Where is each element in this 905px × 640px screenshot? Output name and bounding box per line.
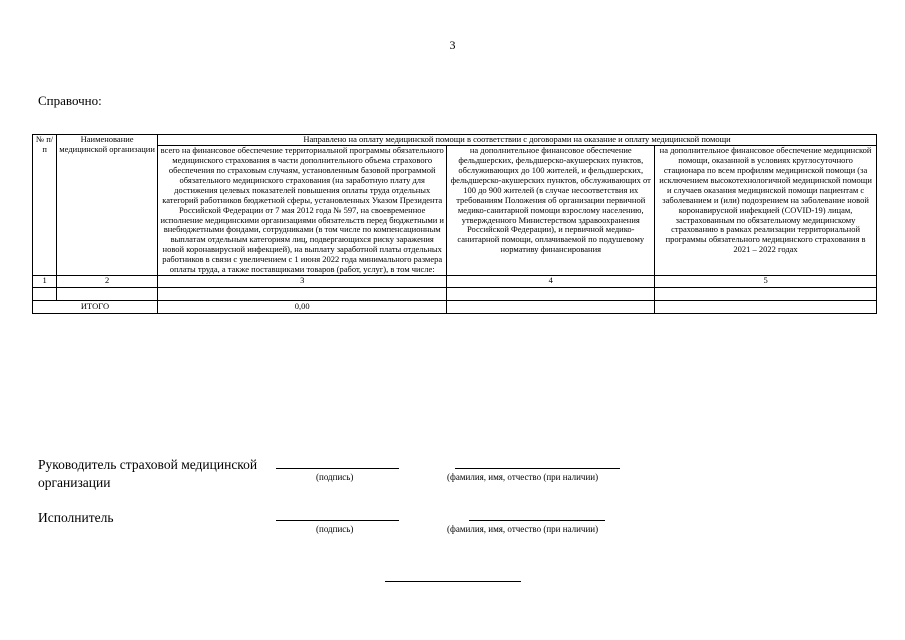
col-number: 2 <box>57 276 158 288</box>
head-signature-label: Руководитель страховой медицинской организации <box>38 457 258 491</box>
head-signature-line <box>276 468 399 469</box>
executor-name-line <box>469 520 605 521</box>
head-name-caption: (фамилия, имя, отчество (при наличии) <box>447 472 599 482</box>
executor-signature-line <box>276 520 399 521</box>
empty-cell <box>57 288 158 301</box>
empty-cell <box>655 288 877 301</box>
executor-name-caption: (фамилия, имя, отчество (при наличии) <box>447 524 599 534</box>
empty-cell <box>655 301 877 314</box>
header-col-num: № п/п <box>33 135 57 276</box>
col-number: 3 <box>158 276 447 288</box>
col-number: 4 <box>447 276 655 288</box>
header-sub-hospital: на дополнительное финансовое обеспечение медицинской помощи, оказанной в условиях круглосуточного стационара по всем профилям медицинской помощи (за исключением высокотехнологичной медицинской помощи и случаев оказания медицинской помощи пациентам с заболеванием и (или) подозрением на заболевание новой коронавирусной инфекцией (COVID-19) лицам, застрахованным по обязательному медицинскому страхованию в рамках реализации территориальной программы обязательного медицинского страхования в 2021 – 2022 годах <box>655 145 877 275</box>
executor-sign-caption: (подпись) <box>316 524 354 534</box>
empty-cell <box>447 288 655 301</box>
executor-label: Исполнитель <box>38 510 114 525</box>
total-label: ИТОГО <box>33 301 158 314</box>
empty-cell <box>447 301 655 314</box>
col-number: 1 <box>33 276 57 288</box>
empty-cell <box>33 288 57 301</box>
col-number: 5 <box>655 276 877 288</box>
reference-label: Справочно: <box>38 93 102 108</box>
header-sub-fap: на дополнительное финансовое обеспечение фельдшерских, фельдшерско-акушерских пунктов, обслуживающих до 100 жителей, и фельдшерских, фельдшерско-акушерских пунктов, обслуживающих от 100 до 900 жителей (в случае несоответствия их требованиям Положения об организации первичной медико-санитарной помощи взрослому населению, утвержденного Министерством здравоохранения Российской Федерации), и первичной медико-санитарной помощи, оплачиваемой по подушевому нормативу финансирования <box>447 145 655 275</box>
head-sign-caption: (подпись) <box>316 472 354 482</box>
empty-cell <box>158 288 447 301</box>
column-number-row <box>33 276 877 288</box>
bottom-divider-line <box>385 581 521 582</box>
header-row-1 <box>33 135 877 146</box>
header-row-2 <box>33 145 877 275</box>
total-row <box>33 301 877 314</box>
report-table <box>32 134 877 314</box>
header-col-org: Наименование медицинской организации <box>57 135 158 276</box>
total-value: 0,00 <box>158 301 447 314</box>
header-sub-total: всего на финансовое обеспечение территориальной программы обязательного медицинского страхования в части дополнительного объема страхового обеспечения по страховым случаям, установленным базовой программой обязательного медицинского страхования (на заработную плату для достижения целевых показателей повышения оплаты труда отдельных категорий работников бюджетной сферы, установленных Указом Президента Российской Федерации от 7 мая 2012 года № 597, на своевременное исполнение медицинскими организациями обязательств перед бюджетными и внебюджетными фондами, сотрудниками (в том числе по компенсационным выплатам отдельным категориям лиц, подвергающихся риску заражения новой коронавирусной инфекцией), на выплату заработной платы отдельных работников в связи с увеличением с 1 июня 2022 года минимального размера оплаты труда, а также поставщиками товаров (работ, услуг), в том числе: <box>158 145 447 275</box>
header-group: Направлено на оплату медицинской помощи в соответствии с договорами на оказание и оплату медицинской помощи <box>158 135 877 146</box>
page-number: 3 <box>449 38 456 52</box>
empty-row <box>33 288 877 301</box>
head-name-line <box>455 468 620 469</box>
